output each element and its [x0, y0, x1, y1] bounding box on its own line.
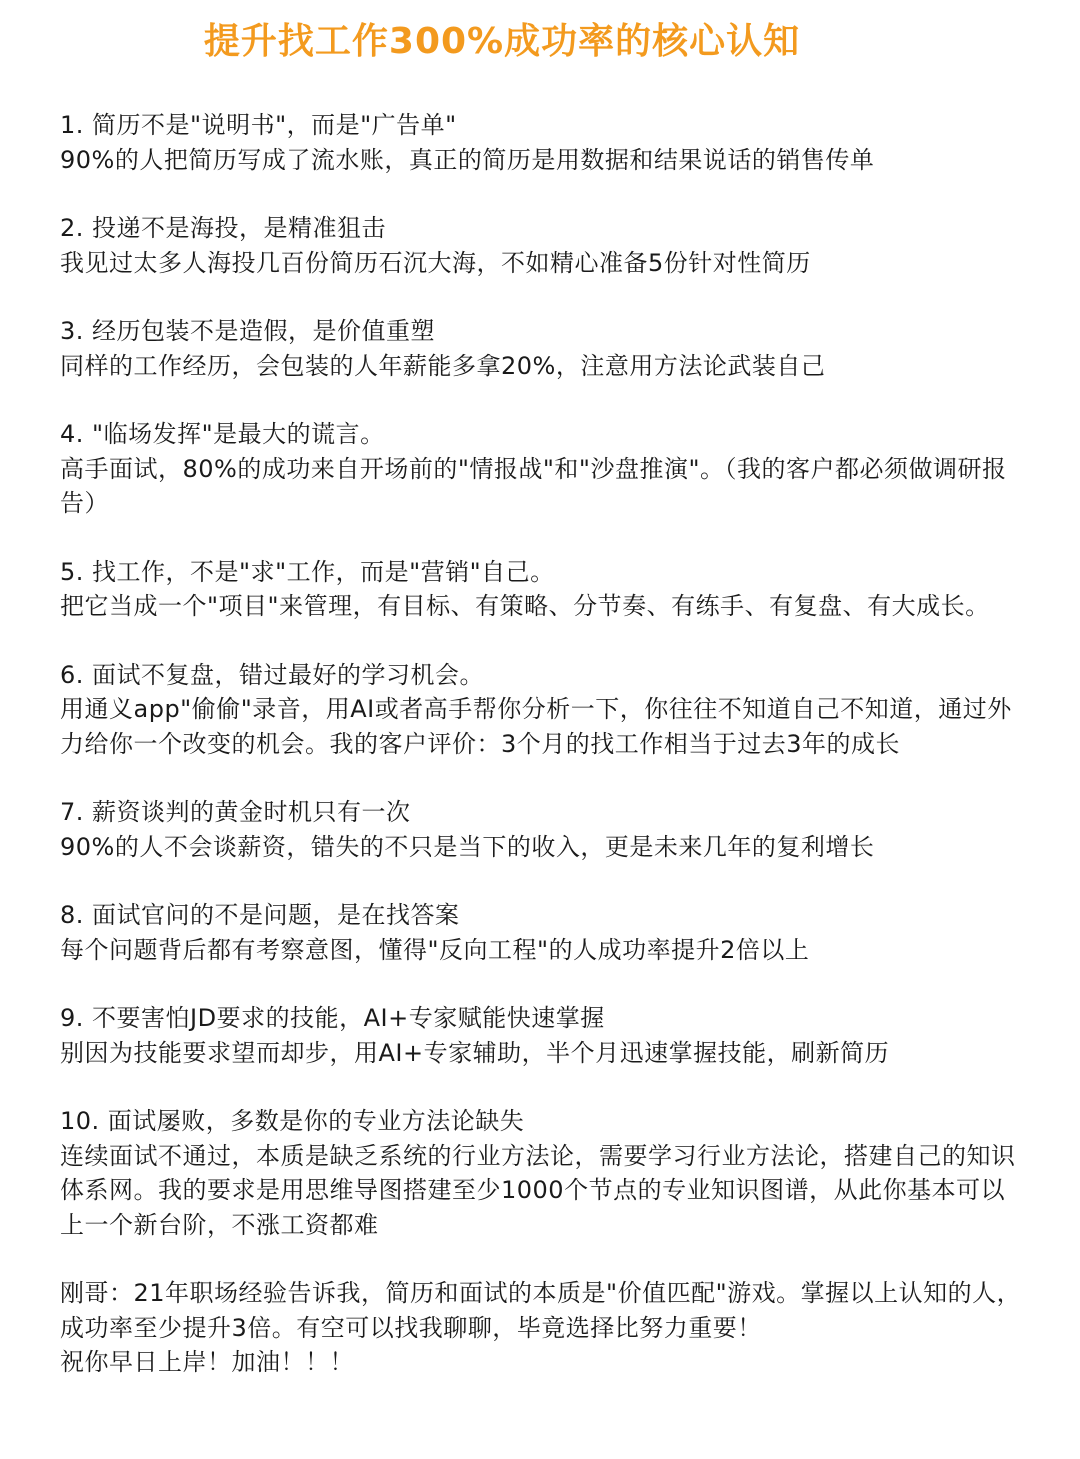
page-title: 提升找工作300%成功率的核心认知 [203, 21, 801, 62]
item-text: 90%的人把简历写成了流水账，真正的简历是用数据和结果说话的销售传单 [60, 145, 875, 174]
item-text: 每个问题背后都有考察意图，懂得"反向工程"的人成功率提升2倍以上 [60, 935, 810, 964]
list-item [60, 108, 1028, 177]
item-heading: 9. 不要害怕JD要求的技能，AI+专家赋能快速掌握 [60, 1004, 605, 1032]
list-item [60, 658, 1028, 762]
item-heading: 8. 面试官问的不是问题，是在找答案 [60, 901, 460, 929]
item-text: 连续面试不通过，本质是缺乏系统的行业方法论，需要学习行业方法论，搭建自己的知识体系网。我的要求是用思维导图搭建至少1000个节点的专业知识图谱，从此你基本可以上一个新台阶，不涨工资都难 [60, 1141, 1016, 1239]
item-text: 用通义app"偷偷"录音，用AI或者高手帮你分析一下，你往往不知道自己不知道，通过外力给你一个改变的机会。我的客户评价：3个月的找工作相当于过去3年的成长 [60, 695, 1012, 758]
item-text: 我见过太多人海投几百份简历石沉大海，不如精心准备5份针对性简历 [60, 248, 811, 277]
closing-paragraph: 刚哥：21年职场经验告诉我，简历和面试的本质是"价值匹配"游戏。掌握以上认知的人，成功率至少提升3倍。有空可以找我聊聊，毕竟选择比努力重要！ [60, 1279, 1022, 1342]
item-heading: 4. "临场发挥"是最大的谎言。 [60, 420, 385, 448]
list-item [60, 795, 1028, 864]
list-item [60, 555, 1028, 624]
list-item [60, 417, 1028, 521]
list-item [60, 1001, 1028, 1070]
item-heading: 5. 找工作，不是"求"工作，而是"营销"自己。 [60, 557, 555, 586]
item-heading: 3. 经历包装不是造假，是价值重塑 [60, 317, 436, 345]
item-text: 高手面试，80%的成功来自开场前的"情报战"和"沙盘推演"。（我的客户都必须做调研报告） [60, 454, 1007, 517]
item-text: 90%的人不会谈薪资，错失的不只是当下的收入，更是未来几年的复利增长 [60, 832, 875, 861]
item-heading: 2. 投递不是海投，是精准狙击 [60, 214, 387, 242]
item-text: 同样的工作经历，会包装的人年薪能多拿20%，注意用方法论武装自己 [60, 351, 826, 380]
closing-sign-off: 祝你早日上岸！加油！！！ [60, 1348, 354, 1376]
content-body [60, 108, 1028, 1380]
list-item [60, 314, 1028, 383]
item-heading: 1. 简历不是"说明书"，而是"广告单" [60, 111, 457, 139]
list-item [60, 211, 1028, 280]
list-item [60, 898, 1028, 967]
item-heading: 6. 面试不复盘，错过最好的学习机会。 [60, 660, 485, 689]
item-heading: 7. 薪资谈判的黄金时机只有一次 [60, 798, 411, 826]
closing-note [60, 1276, 1028, 1380]
item-text: 把它当成一个"项目"来管理，有目标、有策略、分节奏、有练手、有复盘、有大成长。 [60, 592, 990, 620]
list-item [60, 1104, 1028, 1242]
item-text: 别因为技能要求望而却步，用AI+专家辅助，半个月迅速掌握技能，刷新简历 [60, 1038, 890, 1067]
item-heading: 10. 面试屡败，多数是你的专业方法论缺失 [60, 1107, 525, 1135]
